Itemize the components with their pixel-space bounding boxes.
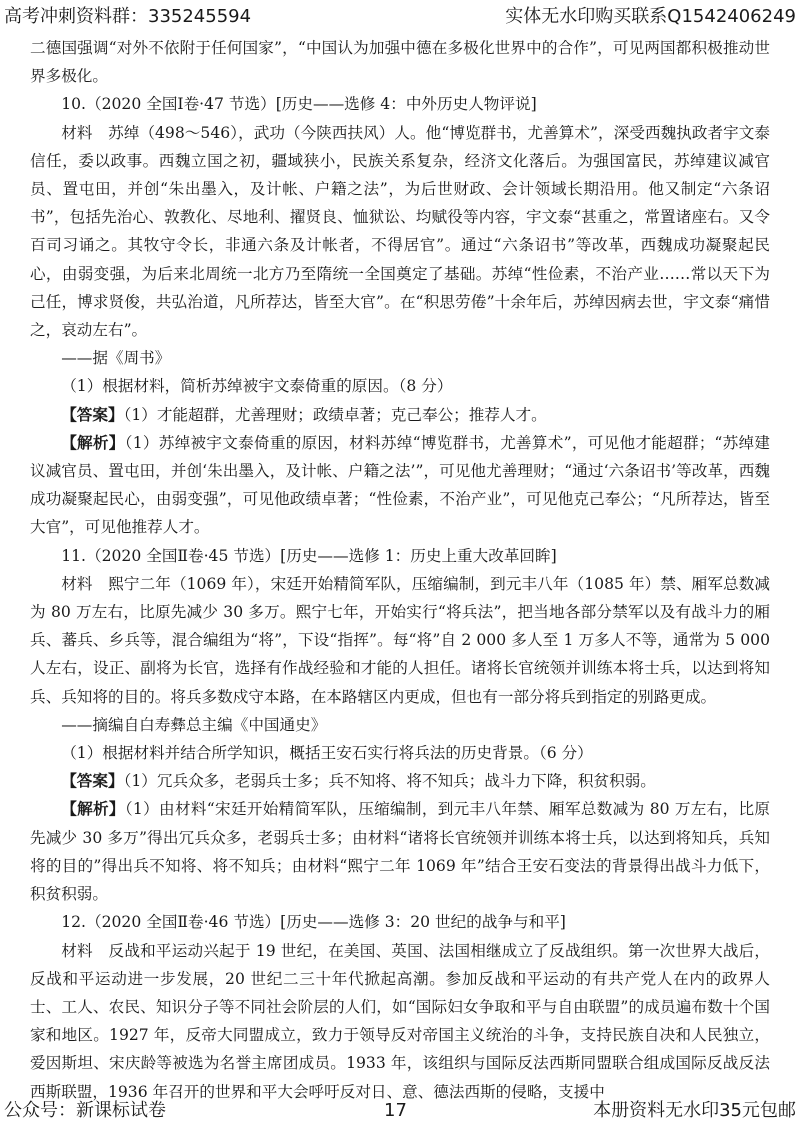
question-10-answer <box>30 401 770 429</box>
answer-text: （1）冗兵众多，老弱兵士多；兵不知将、将不知兵；战斗力下降，积贫积弱。 <box>123 772 656 791</box>
question-11-prompt: （1）根据材料并结合所学知识，概括王安石实行将兵法的历史背景。（6 分） <box>61 744 593 763</box>
question-11-answer <box>30 767 770 795</box>
document-body <box>30 34 770 1106</box>
page-header <box>0 0 800 34</box>
analysis-tag: 【解析】 <box>61 432 125 452</box>
footer-price-note: 本册资料无水印35元包邮 <box>593 1100 796 1121</box>
analysis-tag: 【解析】 <box>61 799 125 819</box>
paragraph-continued: 二德国强调“对外不依附于任何国家”，“中国认为加强中德在多极化世界中的合作”，可见两国都积极推动世界多极化。 <box>30 39 770 86</box>
question-10-analysis <box>30 429 770 542</box>
answer-text: （1）才能超群，尤善理财；政绩卓著；克己奉公；推荐人才。 <box>123 405 547 424</box>
question-11-material: 材料 熙宁二年（1069 年），宋廷开始精简军队，压缩编制，到元丰八年（1085 年）禁、厢军总数减为 80 万左右，比原先减少 30 多万。熙宁七年，开始实行“将兵法”，把当地各部分禁军以及有战斗力的厢兵、蕃兵、乡兵等，混合编组为“将”，下设“指挥”。每“将”自 2 000 多人至 1 万多人不等，通常为 5 000 人左右，设正、副将为长官，选择有作战经验和才能的人担任。诸将长官统领并训练本将士兵，以达到将知兵、兵知将的目的。将兵多数戍守本路，在本路辖区内更成，但也有一部分将兵到指定的别路更成。 <box>30 574 770 706</box>
question-10-source: ——据《周书》 <box>61 349 171 368</box>
question-12-title: 12.（2020 全国Ⅱ卷·46 节选）[历史——选修 3：20 世纪的战争与和平] <box>61 913 566 932</box>
footer-wechat-account: 公众号：新课标试卷 <box>4 1100 166 1121</box>
question-10-prompt: （1）根据材料，简析苏绰被宇文泰倚重的原因。（8 分） <box>61 377 453 396</box>
answer-tag: 【答案】 <box>61 771 124 791</box>
page-number: 17 <box>384 1100 407 1121</box>
question-10-title: 10.（2020 全国Ⅰ卷·47 节选）[历史——选修 4：中外历史人物评说] <box>61 95 537 114</box>
header-group-contact: 高考冲刺资料群：335245594 <box>4 6 252 27</box>
question-11-title: 11.（2020 全国Ⅱ卷·45 节选）[历史——选修 1：历史上重大改革回眸] <box>61 546 557 565</box>
question-11-source: ——摘编自白寿彝总主编《中国通史》 <box>61 715 327 734</box>
analysis-text: （1）由材料“宋廷开始精简军队，压缩编制，到元丰八年禁、厢军总数减为 80 万左右，比原先减少 30 多万”得出冗兵众多，老弱兵士多；由材料“诸将长官统领并训练本将士兵，以达到将知兵，兵知将的目的”得出兵不知将、将不知兵；由材料“熙宁二年 1069 年”结合王安石变法的背景得出战斗力低下，积贫积弱。 <box>30 800 770 904</box>
header-purchase-contact: 实体无水印购买联系Q1542406249 <box>505 6 796 27</box>
page-footer <box>0 1096 800 1126</box>
question-10-material: 材料 苏绰（498～546），武功（今陕西扶风）人。他“博览群书，尤善算术”，深受西魏执政者宇文泰信任，委以政事。西魏立国之初，疆域狭小，民族关系复杂，经济文化落后。为强国富民，苏绰建议减官员、置屯田，并创“朱出墨入，及计帐、户籍之法”，为后世财政、会计领域长期沿用。他又制定“六条诏书”，包括先治心、敦教化、尽地利、擢贤良、恤狱讼、均赋役等内容，宇文泰“甚重之，常置诸座右。又令百司习诵之。其牧守令长，非通六条及计帐者，不得居官”。通过“六条诏书”等改革，西魏成功凝聚起民心，由弱变强，为后来北周统一北方乃至隋统一全国奠定了基础。苏绰“性俭素，不治产业……常以天下为己任，博求贤俊，共弘治道，凡所荐达，皆至大官”。在“积思劳倦”十余年后，苏绰因病去世，宇文泰“痛惜之，哀动左右”。 <box>30 123 770 340</box>
answer-tag: 【答案】 <box>61 404 124 424</box>
question-12-material: 材料 反战和平运动兴起于 19 世纪，在美国、英国、法国相继成立了反战组织。第一次世界大战后，反战和平运动进一步发展，20 世纪二三十年代掀起高潮。参加反战和平运动的有共产党人在内的政界人士、工人、农民、知识分子等不同社会阶层的人们，如“国际妇女争取和平与自由联盟”的成员遍布数十个国家和地区。1927 年，反帝大同盟成立，致力于领导反对帝国主义统治的斗争，支持民族自决和人民独立，爱因斯坦、宋庆龄等被选为名誉主席团成员。1933 年，该组织与国际反法西斯同盟联合组成国际反战反法西斯联盟，1936 年召开的世界和平大会呼吁反对日、意、德法西斯的侵略，支援中 <box>30 941 770 1101</box>
analysis-text: （1）苏绰被宇文泰倚重的原因，材料苏绰“博览群书，尤善算术”，可见他才能超群；“苏绰建议减官员、置屯田，并创‘朱出墨入，及计帐、户籍之法’”，可见他尤善理财；“通过‘六条诏书’等改革，西魏成功凝聚起民心，由弱变强”，可见他政绩卓著；“性俭素，不治产业”，可见他克己奉公；“凡所荐达，皆至大官”，可见他推荐人才。 <box>30 433 770 537</box>
question-11-analysis <box>30 795 770 908</box>
